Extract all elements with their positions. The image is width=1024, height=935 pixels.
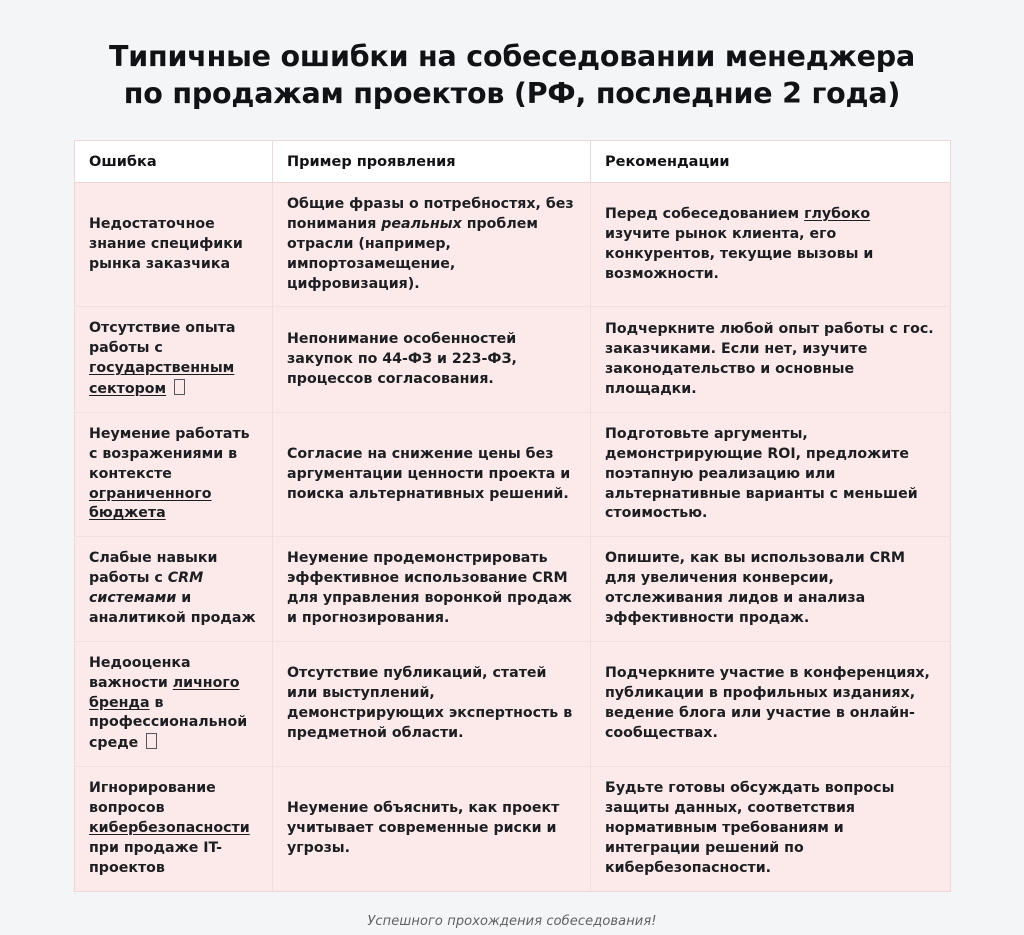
column-header-mistake: Ошибка — [75, 141, 273, 183]
text-run: при продаже IT-проектов — [89, 839, 223, 876]
text-run: Опишите, как вы использовали CRM для увеличения конверсии, отслеживания лидов и анализа эффективности продаж. — [605, 550, 906, 626]
text-run: в профессиональной среде — [89, 694, 248, 752]
column-header-example: Пример проявления — [273, 141, 591, 183]
missing-glyph-icon — [174, 379, 185, 395]
column-header-advice: Рекомендации — [591, 141, 951, 183]
text-run: Игнорирование вопросов — [89, 780, 216, 817]
mistakes-table — [74, 140, 951, 892]
text-run: Отсутствие опыта работы с — [89, 320, 236, 357]
text-run: Подготовьте аргументы, демонстрирующие ROI, предложите поэтапную реализацию или альтернативные варианты с меньшей стоимостью. — [605, 425, 918, 522]
table-row — [75, 412, 951, 536]
text-run — [166, 381, 171, 397]
cell-example — [273, 537, 591, 642]
text-run: ограниченного бюджета — [89, 485, 212, 522]
cell-example — [273, 641, 591, 766]
text-run: Неумение продемонстрировать эффективное использование CRM для управления воронкой продаж и прогнозирования. — [287, 550, 573, 626]
cell-example — [273, 183, 591, 307]
cell-mistake — [75, 183, 273, 307]
text-run: Подчеркните любой опыт работы с гос. заказчиками. Если нет, изучите законодательство и основные площадки. — [605, 320, 934, 397]
text-run: государственным сектором — [89, 360, 235, 398]
cell-mistake — [75, 767, 273, 891]
cell-mistake — [75, 412, 273, 536]
mistakes-table-wrapper — [74, 140, 950, 892]
text-run: и аналитикой продаж — [89, 590, 256, 626]
page-title: Типичные ошибки на собеседовании менеджера по продажам проектов (РФ, последние 2 года) — [108, 40, 916, 111]
text-run: Неумение объяснить, как проект учитывает современные риски и угрозы. — [287, 800, 560, 856]
cell-advice — [591, 412, 951, 536]
cell-advice — [591, 767, 951, 891]
text-run: Слабые навыки работы с — [89, 550, 218, 587]
text-run: CRM системами — [89, 570, 204, 607]
text-run: Отсутствие публикаций, статей или выступлений, демонстрирующих экспертность в предметной области. — [287, 665, 573, 741]
cell-advice — [591, 537, 951, 642]
cell-mistake — [75, 641, 273, 766]
text-run: Неумение работать с возражениями в контексте — [89, 425, 250, 482]
table-body — [75, 183, 951, 892]
cell-mistake — [75, 537, 273, 642]
text-run: Согласие на снижение цены без аргументации ценности проекта и поиска альтернативных решений. — [287, 445, 571, 502]
text-run: изучите рынок клиента, его конкурентов, текущие вызовы и возможности. — [605, 225, 874, 282]
text-run: Недостаточное знание специфики рынка заказчика — [89, 215, 243, 272]
table-row — [75, 641, 951, 766]
text-run: Будьте готовы обсуждать вопросы защиты данных, соответствия нормативным требованиям и интеграции решений по кибербезопасности. — [605, 780, 895, 876]
text-run: Подчеркните участие в конференциях, публикации в профильных изданиях, ведение блога или участие в онлайн-сообществах. — [605, 665, 930, 741]
table-row — [75, 537, 951, 642]
text-run: проблем отрасли (например, импортозамещение, цифровизация). — [287, 215, 538, 292]
table-header-row — [75, 141, 951, 183]
cell-advice — [591, 641, 951, 766]
table-row — [75, 767, 951, 891]
text-run: Непонимание особенностей закупок по 44-ФЗ и 223-ФЗ, процессов согласования. — [287, 330, 517, 387]
cell-advice — [591, 307, 951, 413]
cell-mistake — [75, 307, 273, 413]
footer-note: Успешного прохождения собеседования! — [367, 913, 657, 929]
text-run: Перед собеседованием — [605, 206, 805, 223]
text-run: глубоко — [804, 206, 871, 223]
table-row — [75, 183, 951, 307]
cell-example — [273, 767, 591, 891]
table-header — [75, 141, 951, 183]
text-run: реальных — [381, 215, 462, 232]
cell-example — [273, 307, 591, 413]
cell-example — [273, 412, 591, 536]
text-run: Общие фразы о потребностях, без понимания — [287, 196, 574, 232]
text-run: личного бренда — [89, 674, 240, 711]
text-run: кибербезопасности — [89, 819, 250, 836]
cell-advice — [591, 183, 951, 307]
table-row — [75, 307, 951, 413]
text-run: Недооценка важности — [89, 654, 191, 691]
missing-glyph-icon — [146, 733, 157, 749]
